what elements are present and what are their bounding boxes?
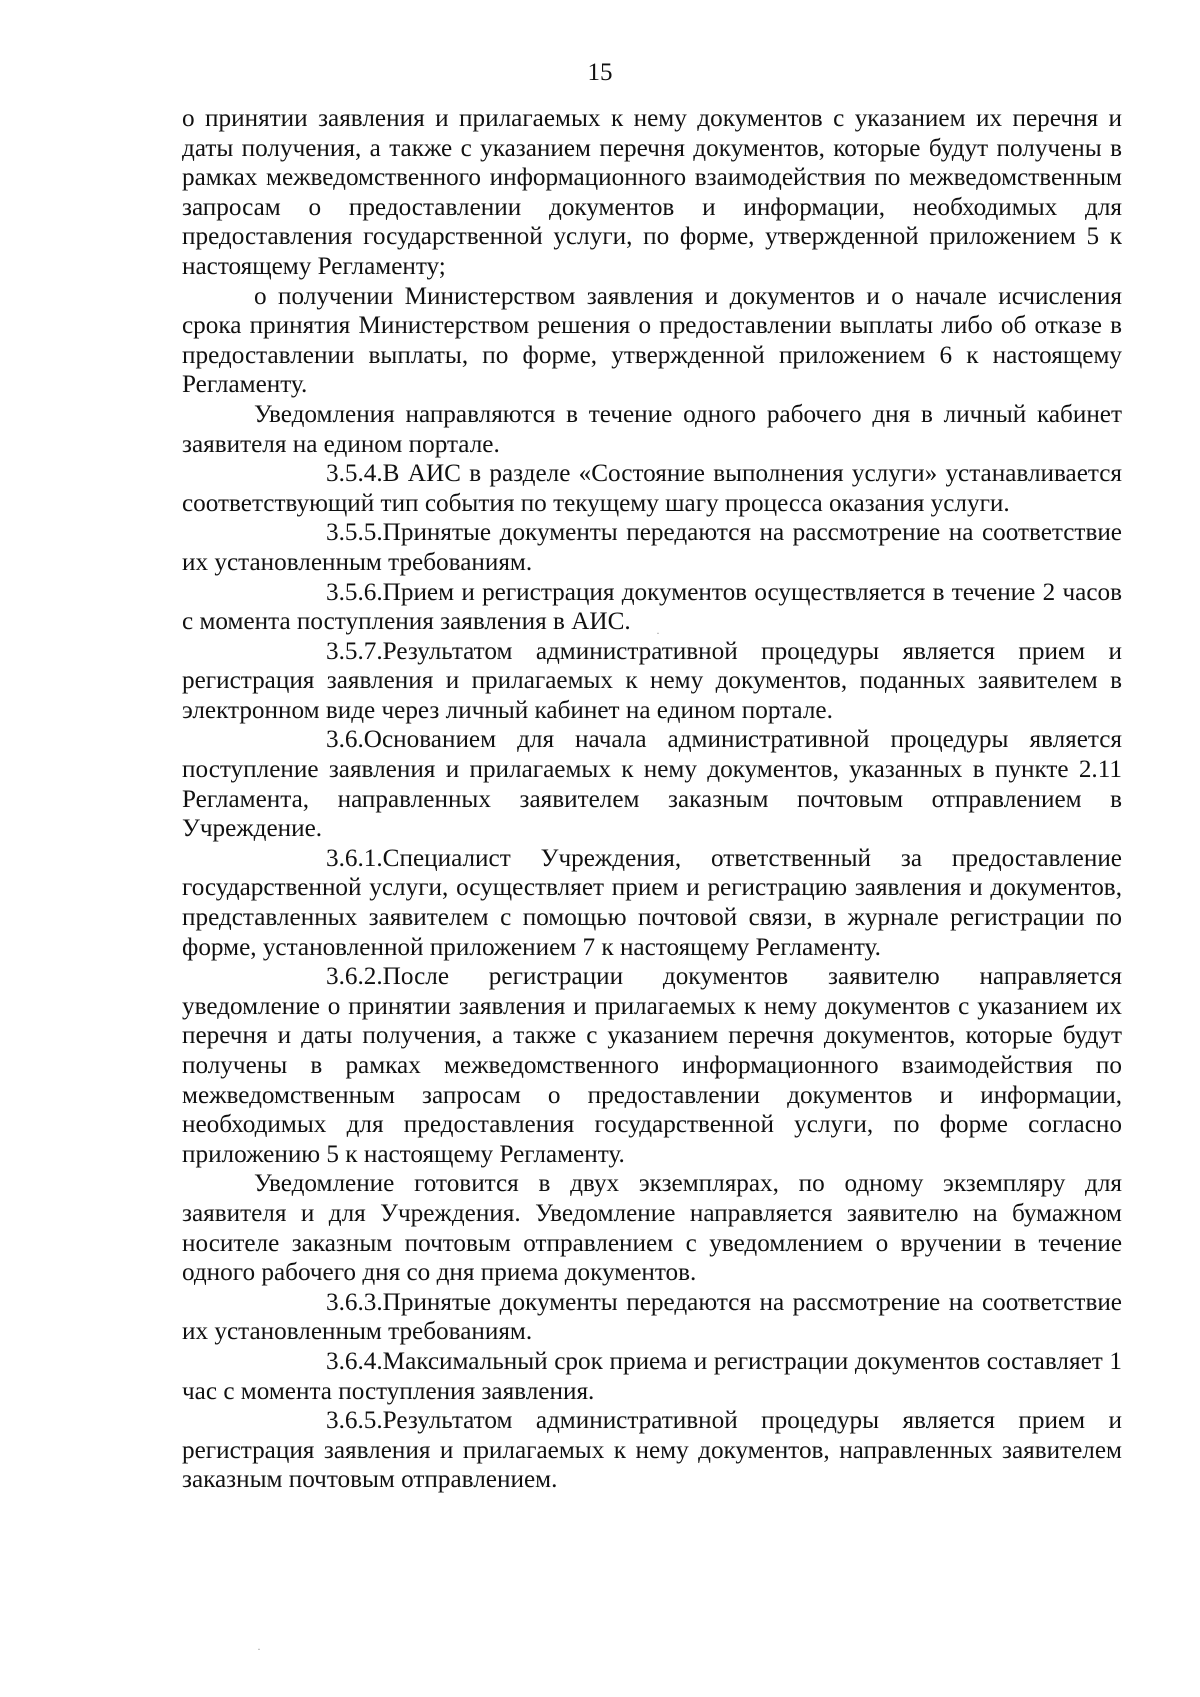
clause-3-6-4: [182, 1347, 1122, 1406]
clause-3-6: [182, 725, 1122, 843]
clause-3-5-7: [182, 637, 1122, 726]
clause-number: 3.5.4.: [326, 460, 383, 488]
clause-number: 3.5.5.: [326, 519, 383, 547]
clause-text: Основанием для начала административной процедуры является поступление заявления и прилагаемых к нему документов, указанных в пункте 2.11 Регламента, направленных заявителем заказным почтовым отправлением в Учреждение.: [182, 726, 1122, 843]
clause-3-5-4: [182, 459, 1122, 518]
clause-text: Результатом административной процедуры является прием и регистрация заявления и прилагаемых к нему документов, направленных заявителем заказным почтовым отправлением.: [182, 1407, 1122, 1494]
clause-text: В АИС в разделе «Состояние выполнения услуги» устанавливается соответствующий тип события по текущему шагу процесса оказания услуги.: [182, 460, 1122, 517]
scan-speck: ·: [656, 626, 660, 640]
clause-number: 3.6.: [326, 726, 364, 754]
paragraph-text: Уведомления направляются в течение одного рабочего дня в личный кабинет заявителя на едином портале.: [182, 400, 1122, 458]
clause-3-5-6: [182, 578, 1122, 637]
clause-text: Специалист Учреждения, ответственный за предоставление государственной услуги, осуществляет прием и регистрацию заявления и документов, представленных заявителем с помощью почтовой связи, в журнале регистрации по форме, установленной приложением 7 к настоящему Регламенту.: [182, 844, 1122, 961]
clause-number: 3.6.5.: [326, 1407, 383, 1435]
clause-3-6-5: [182, 1406, 1122, 1495]
clause-number: 3.5.7.: [326, 637, 383, 665]
clause-3-5-5: [182, 518, 1122, 577]
paragraph-ministry-notice: [182, 282, 1122, 400]
clause-number: 3.5.6.: [326, 578, 383, 606]
page-number: 15: [587, 59, 613, 86]
clause-text: Максимальный срок приема и регистрации документов составляет 1 час с момента поступления заявления.: [182, 1347, 1122, 1405]
clause-text: Принятые документы передаются на рассмотрение на соответствие их установленным требованиям.: [182, 1288, 1122, 1346]
clause-number: 3.6.1.: [326, 844, 383, 872]
paragraph-text: о получении Министерством заявления и документов и о начале исчисления срока принятия Министерством решения о предоставлении выплаты либо об отказе в предоставлении выплаты, по форме, утвержденной приложением 6 к настоящему Регламенту.: [182, 282, 1122, 399]
clause-number: 3.6.3.: [326, 1288, 383, 1316]
clause-text: Прием и регистрация документов осуществляется в течение 2 часов с момента поступления заявления в АИС.: [182, 578, 1122, 636]
paragraph-text: о принятии заявления и прилагаемых к нему документов с указанием их перечня и даты получения, а также с указанием перечня документов, которые будут получены в рамках межведомственного информационного взаимодействия по межведомственным запросам о предоставлении документов и информации, необходимых для предоставления государственной услуги, по форме, утвержденной приложением 5 к настоящему Регламенту;: [182, 105, 1122, 280]
paragraph-text: Уведомление готовится в двух экземплярах, по одному экземпляру для заявителя и для Учреждения. Уведомление направляется заявителю на бумажном носителе заказным почтовым отправлением с уведомлением о вручении в течение одного рабочего дня со дня приема документов.: [182, 1170, 1122, 1287]
paragraph-notice-timing: [182, 400, 1122, 459]
clause-number: 3.6.2.: [326, 963, 383, 991]
scan-speck: ·: [257, 1642, 261, 1656]
clause-3-6-3: [182, 1288, 1122, 1347]
clause-3-6-2: [182, 962, 1122, 1169]
clause-text: После регистрации документов заявителю направляется уведомление о принятии заявления и прилагаемых к нему документов с указанием их перечня и даты получения, а также с указанием перечня документов, которые будут получены в рамках межведомственного информационного взаимодействия по межведомственным запросам о предоставлении документов и информации, необходимых для предоставления государственной услуги, по форме согласно приложению 5 к настоящему Регламенту.: [182, 963, 1122, 1168]
paragraph-notification-list: [182, 104, 1122, 282]
clause-text: Принятые документы передаются на рассмотрение на соответствие их установленным требованиям.: [182, 519, 1122, 576]
document-body: [182, 104, 1122, 1495]
clause-number: 3.6.4.: [326, 1347, 383, 1375]
paragraph-notice-copies: [182, 1169, 1122, 1287]
clause-text: Результатом административной процедуры является прием и регистрация заявления и прилагаемых к нему документов, поданных заявителем в электронном виде через личный кабинет на едином портале.: [182, 637, 1122, 724]
clause-3-6-1: [182, 844, 1122, 962]
